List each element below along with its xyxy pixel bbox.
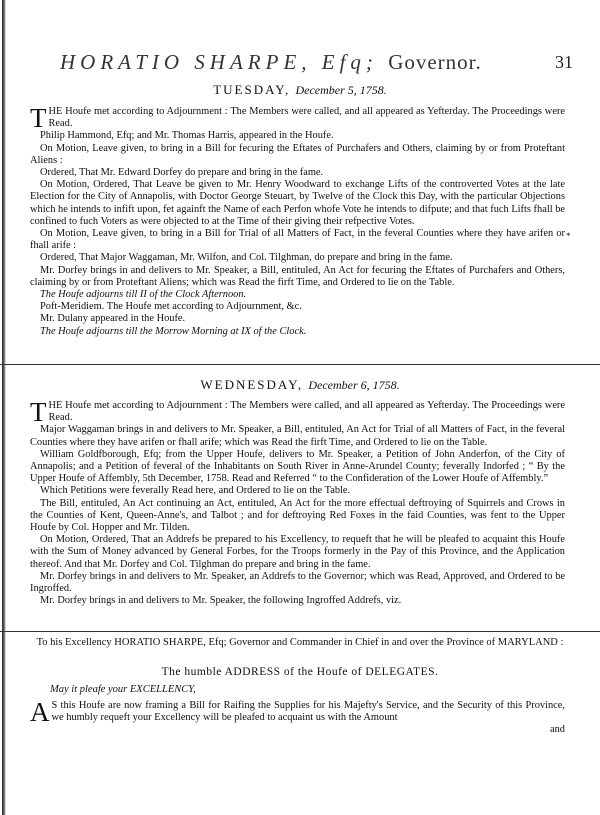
address-salutation: May it pleafe your EXCELLENCY, bbox=[50, 684, 196, 695]
tuesday-date: December 5, 1758. bbox=[295, 83, 387, 97]
address-recipient: To his Excellency HORATIO SHARPE, Efq; Governor and Commander in Chief in and over the Province of MARYLAND : bbox=[36, 637, 564, 648]
tuesday-para-9: The Houfe adjourns till II of the Clock Afternoon. bbox=[40, 289, 247, 301]
page-edge-shadow bbox=[2, 0, 6, 815]
tuesday-para-2: Philip Hammond, Efq; and Mr. Thomas Harris, appeared in the Houfe. bbox=[40, 130, 334, 142]
wednesday-para-3: William Goldfborough, Efq; from the Upper Houfe, delivers to Mr. Speaker, a Petition of John Anderfon, of the City of Annapolis; and a Petition of feveral of the Inhabitants on South River in Anne-Arundel County; feverally Indorfed ; “ By the Upper Houfe of Affembly, 5th December, 1758. Read and Referred “ to the Confideration of the Lower Houfe of Affembly.” bbox=[30, 448, 565, 485]
tuesday-para-12: The Houfe adjourns till the Morrow Morning at IX of the Clock. bbox=[40, 325, 307, 337]
tuesday-para-10: Poft-Meridiem. The Houfe met according to Adjournment, &c. bbox=[40, 301, 302, 313]
section-divider bbox=[0, 364, 600, 365]
address-dropcap: A bbox=[30, 697, 50, 727]
tuesday-para-6: On Motion, Leave given, to bring in a Bill for Trial of all Matters of Fact, in the feveral Counties where they have arifen or fhall arife : bbox=[30, 228, 565, 252]
wednesday-para-1: THE Houfe met according to Adjournment : The Members were called, and all appeared as Yefterday. The Proceedings were Read. bbox=[30, 397, 565, 427]
tuesday-para-8: Mr. Dorfey brings in and delivers to Mr. Speaker, a Bill, entituled, An Act for fecuring the Eftates of Purchafers and Others, claiming by or from Proteftant Aliens; which was Read the firft Time, and Ordered to lie on the Table. bbox=[30, 264, 565, 288]
catchword: and bbox=[549, 724, 565, 736]
wednesday-para-8: Mr. Dorfey brings in and delivers to Mr. Speaker, the following Ingroffed Addrefs, viz. bbox=[40, 595, 402, 607]
page-number: 31 bbox=[555, 52, 573, 72]
tuesday-para-5: On Motion, Ordered, That Leave be given to Mr. Henry Woodward to exchange Lifts of the controverted Votes at the late Election for the City of Annapolis, with Doctor George Steuart, by Twelve of the Clock this Day, with the particular Objections which he intends to infift upon, fet againft the Name of each Perfon whofe Vote he intends to difpute; and that fuch Lifts fhall be confined to fuch Voters as were objected to at the Time of their giving their refpective Votes. bbox=[30, 179, 565, 227]
wednesday-proceedings bbox=[30, 397, 565, 607]
address-title: The humble ADDRESS of the Houfe of DELEGATES. bbox=[161, 666, 439, 678]
tuesday-para-4: Ordered, That Mr. Edward Dorfey do prepare and bring in the fame. bbox=[40, 167, 324, 179]
tuesday-date-heading bbox=[0, 82, 600, 98]
wednesday-para-6: On Motion, Ordered, That an Addrefs be prepared to his Excellency, to requeft that he will be pleafed to acquaint this Houfe with the Sum of Money advanced by General Forbes, for the Troops formerly in the Pay of this Province, and the Application thereof. And that Mr. Dorfey and Col. Tilghman do prepare and bring in the fame. bbox=[30, 534, 565, 570]
wednesday-para-4: Which Petitions were feverally Read here, and Ordered to lie on the Table. bbox=[40, 485, 351, 497]
tuesday-day: TUESDAY, bbox=[213, 82, 296, 97]
wednesday-para-7: Mr. Dorfey brings in and delivers to Mr. Speaker, an Addrefs to the Governor; which was Read, Approved, and Ordered to be Ingroffed. bbox=[30, 570, 565, 595]
address-body bbox=[30, 697, 565, 737]
running-title: HORATIO SHARPE, Efq; bbox=[60, 50, 389, 74]
tuesday-para-11: Mr. Dulany appeared in the Houfe. bbox=[40, 313, 186, 325]
address-divider bbox=[0, 631, 600, 632]
tuesday-para-3: On Motion, Leave given, to bring in a Bill for fecuring the Eftates of Purchafers and Others, claiming by or from Proteftant Aliens : bbox=[30, 142, 565, 166]
tuesday-dropcap: T bbox=[30, 103, 47, 133]
running-header bbox=[60, 50, 530, 75]
margin-mark: * bbox=[566, 231, 571, 241]
running-title-governor: Governor. bbox=[388, 50, 482, 74]
address-para-1: A S this Houfe are now framing a Bill for Raifing the Supplies for his Majefty's Service, and the Security of this Province, we humbly requeft your Excellency will be pleafed to acquaint us with the Amount bbox=[30, 697, 565, 727]
wednesday-dropcap: T bbox=[30, 397, 47, 427]
wednesday-date: December 6, 1758. bbox=[308, 378, 400, 392]
wednesday-date-heading bbox=[0, 377, 600, 393]
tuesday-para-1: THE Houfe met according to Adjournment : The Members were called, and all appeared as Yefterday. The Proceedings were Read. bbox=[30, 103, 565, 133]
tuesday-proceedings bbox=[30, 103, 565, 338]
tuesday-para-7: Ordered, That Major Waggaman, Mr. Wilfon, and Col. Tilghman, do prepare and bring in the fame. bbox=[40, 252, 453, 264]
wednesday-para-5: The Bill, entituled, An Act continuing an Act, entituled, An Act for the more effectual deftroying of Squirrels and Crows in the Counties of Kent, Queen-Anne's, and Talbot ; and for deftroying Red Foxes in the faid Counties, was fent to the Upper Houfe by Col. Hopper and Mr. Tilden. bbox=[30, 497, 565, 534]
wednesday-day: WEDNESDAY, bbox=[200, 377, 309, 392]
wednesday-para-2: Major Waggaman brings in and delivers to Mr. Speaker, a Bill, entituled, An Act for Trial of all Matters of Fact, in the feveral Counties where they have arifen or fhall arife; which was Read the firft Time, and Ordered to lie on the Table. bbox=[30, 424, 565, 448]
